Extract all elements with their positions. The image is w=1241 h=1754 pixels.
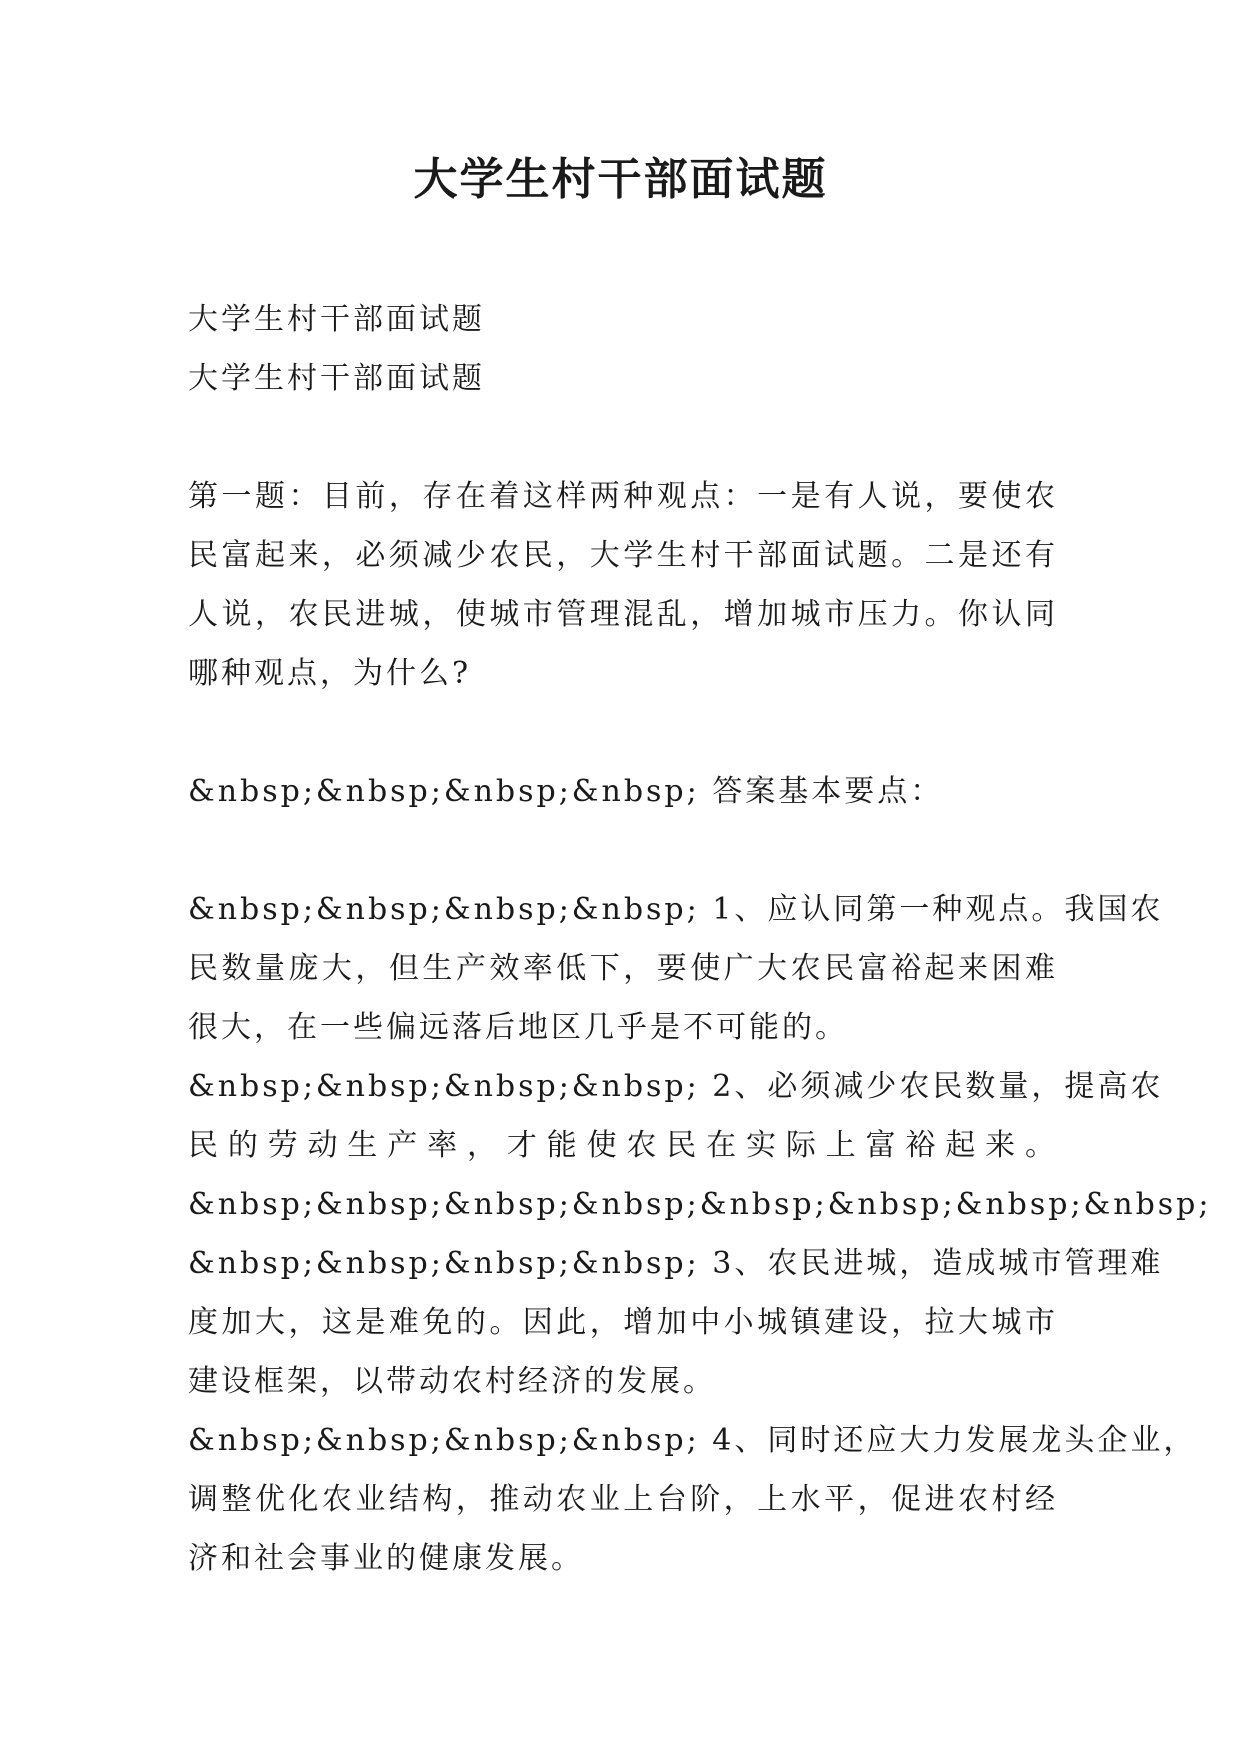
answer-point-line: &nbsp;&nbsp;&nbsp;&nbsp; 1、应认同第一种观点。我国农 bbox=[188, 892, 1164, 927]
question-line: 第一题：目前，存在着这样两种观点：一是有人说，要使农 bbox=[188, 479, 1058, 514]
answer-point-line: 民数量庞大，但生产效率低下，要使广大农民富裕起来困难 bbox=[188, 951, 1058, 986]
answer-point-line: 济和社会事业的健康发展。 bbox=[188, 1541, 584, 1576]
blank-line bbox=[188, 821, 1058, 880]
question-line: 哪种观点，为什么? bbox=[188, 656, 472, 691]
answer-point-line: &nbsp;&nbsp;&nbsp;&nbsp; 2、必须减少农民数量，提高农 bbox=[188, 1069, 1164, 1104]
question-line: 人说，农民进城，使城市管理混乱，增加城市压力。你认同 bbox=[188, 597, 1058, 632]
blank-line bbox=[188, 408, 1058, 467]
answer-point-line: &nbsp;&nbsp;&nbsp;&nbsp; 4、同时还应大力发展龙头企业， bbox=[188, 1423, 1197, 1458]
subtitle-line: 大学生村干部面试题 bbox=[188, 302, 485, 337]
answer-point-line: 度加大，这是难免的。因此，增加中小城镇建设，拉大城市 bbox=[188, 1305, 1058, 1340]
answer-point-line: &nbsp;&nbsp;&nbsp;&nbsp; 3、农民进城，造成城市管理难 bbox=[188, 1246, 1164, 1281]
answer-point-line: 调整优化农业结构，推动农业上台阶，上水平，促进农村经 bbox=[188, 1482, 1058, 1517]
answer-point-line: 很大，在一些偏远落后地区几乎是不可能的。 bbox=[188, 1010, 848, 1045]
answer-point-line: 建设框架，以带动农村经济的发展。 bbox=[188, 1364, 716, 1399]
subtitle-line: 大学生村干部面试题 bbox=[188, 361, 485, 396]
answer-point-line: 民的劳动生产率，才能使农民在实际上富裕起来。 bbox=[188, 1128, 1058, 1163]
answer-point-line: &nbsp;&nbsp;&nbsp;&nbsp;&nbsp;&nbsp;&nbsp;&nbsp; bbox=[188, 1187, 1212, 1222]
blank-line bbox=[188, 703, 1058, 762]
question-line: 民富起来，必须减少农民，大学生村干部面试题。二是还有 bbox=[188, 538, 1058, 573]
document-title: 大学生村干部面试题 bbox=[413, 154, 828, 205]
answer-heading-line: &nbsp;&nbsp;&nbsp;&nbsp; 答案基本要点： bbox=[188, 774, 944, 809]
document-body bbox=[188, 290, 1212, 1588]
